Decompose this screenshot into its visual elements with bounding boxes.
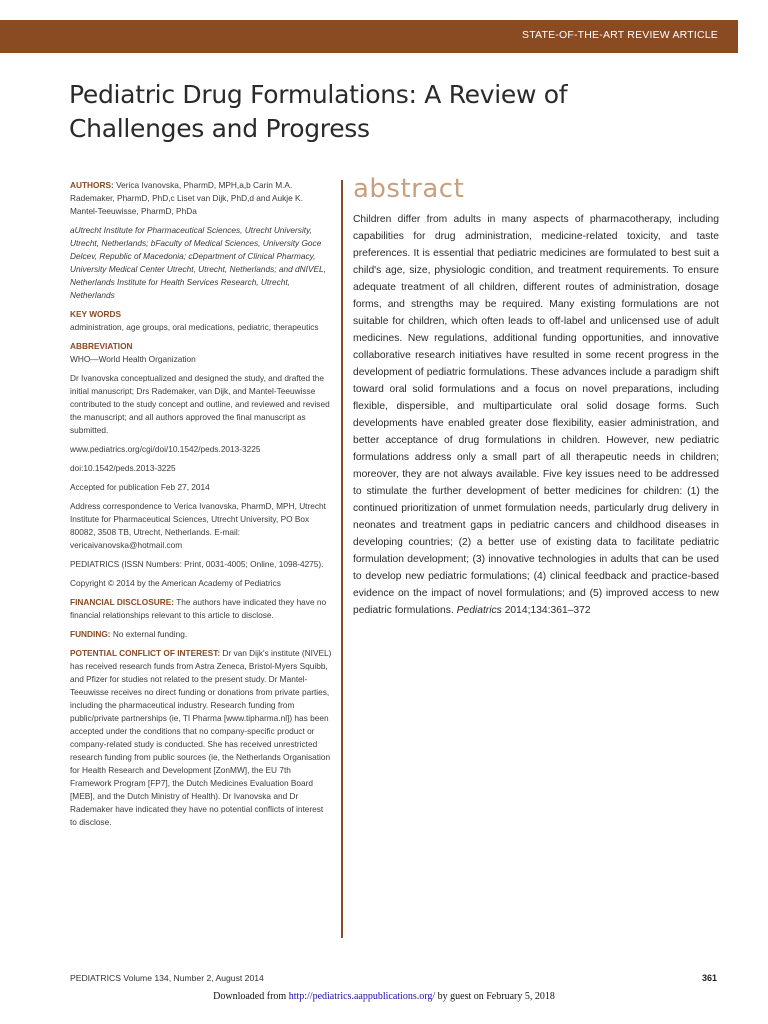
keywords-label: KEY WORDS — [70, 309, 122, 319]
copyright: Copyright © 2014 by the American Academy of Pediatrics — [70, 578, 281, 588]
issn: PEDIATRICS (ISSN Numbers: Print, 0031-4005; Online, 1098-4275). — [70, 559, 324, 569]
authors-text: Verica Ivanovska, PharmD, MPH,a,b Carin M.A. Rademaker, PharmD, PhD,c Liset van Dijk, PhD,d and Aukje K. Mantel-Teeuwisse, PharmD, PhDa — [70, 180, 303, 216]
funding-text: No external funding. — [112, 629, 188, 639]
download-notice — [0, 991, 768, 1002]
article-url[interactable]: www.pediatrics.org/cgi/doi/10.1542/peds.2013-3225 — [70, 444, 261, 454]
download-prefix: Downloaded from — [213, 991, 287, 1002]
download-link[interactable]: http://pediatrics.aappublications.org/ — [288, 991, 436, 1002]
financial-disclosure — [70, 596, 332, 622]
author-contributions: Dr Ivanovska conceptualized and designed the study, and drafted the initial manuscript; Drs Rademaker, van Dijk, and Mantel-Teeuwisse contributed to the study concept and outline, and reviewed and revised the manuscript; and all authors approved the final manuscript as submitted. — [70, 373, 330, 435]
article-info-column — [70, 179, 332, 835]
keywords-block — [70, 308, 332, 334]
financial-text: The authors have indicated they have no financial relationships relevant to this article to disclose. — [70, 597, 327, 620]
authors-label: AUTHORS: — [70, 180, 114, 190]
keywords-text: administration, age groups, oral medications, pediatric, therapeutics — [70, 322, 319, 332]
accepted-date: Accepted for publication Feb 27, 2014 — [70, 482, 210, 492]
conflict-text: Dr van Dijk's institute (NIVEL) has received research funds from Astra Zeneca, Bristol-Myers Squibb, and Pfizer for studies not related to the present study. Dr Mantel-Teeuwisse receives no direct funding or donations from private parties, including the pharmaceutical industry. Research funding from public/private partnerships (ie, TI Pharma [www.tipharma.nl]) has been accepted under the conditions that no company-specific product or company-related study is conducted. She has received unrestricted research funding from public sources (ie, the Netherlands Organisation for Health Research and Development [ZonMW], the EU 7th Framework Program [FP7], the Dutch Medicines Evaluation Board [MEB], and the Dutch Ministry of Health). Dr Ivanovska and Dr Rademaker have indicated they have no potential conflicts of interest to disclose. — [70, 648, 332, 827]
abstract-heading: abstract — [353, 174, 465, 204]
download-suffix: by guest on February 5, 2018 — [437, 991, 555, 1002]
journal-info: PEDIATRICS Volume 134, Number 2, August 2014 — [70, 973, 264, 983]
financial-label: FINANCIAL DISCLOSURE: — [70, 597, 175, 607]
abstract-citation: 2014;134:361–372 — [504, 605, 591, 616]
funding — [70, 628, 332, 641]
page-number: 361 — [702, 973, 718, 983]
abbreviation-block — [70, 340, 332, 366]
authors-block — [70, 179, 332, 218]
article-doi: doi:10.1542/peds.2013-3225 — [70, 463, 176, 473]
article-type-banner — [0, 20, 738, 53]
abstract-body — [353, 211, 719, 619]
article-title: Pediatric Drug Formulations: A Review of Challenges and Progress — [69, 80, 568, 143]
abbreviation-text: WHO—World Health Organization — [70, 354, 196, 364]
abbreviation-label: ABBREVIATION — [70, 341, 133, 351]
correspondence: Address correspondence to Verica Ivanovska, PharmD, MPH, Utrecht Institute for Pharmaceutical Sciences, Utrecht University, PO Box 80082, 3508 TB, Utrecht, Netherlands. E-mail: vericaivanovska@hotmail.com — [70, 501, 326, 550]
funding-label: FUNDING: — [70, 629, 111, 639]
affiliations: aUtrecht Institute for Pharmaceutical Sciences, Utrecht University, Utrecht, Netherlands; bFaculty of Medical Sciences, University Goce Delcev, Republic of Macedonia; cDepartment of Clinical Pharmacy, University Medical Center Utrecht, Utrecht, Netherlands; and dNIVEL, Netherlands Institute for Health Services Research, Utrecht, Netherlands — [70, 225, 326, 300]
conflict-label: POTENTIAL CONFLICT OF INTEREST: — [70, 648, 221, 658]
abstract-journal: Pediatrics — [456, 605, 502, 616]
conflict-of-interest — [70, 647, 332, 829]
abstract-text: Children differ from adults in many aspects of pharmacotherapy, including capabilities for drug administration, medicine-related toxicity, and taste preferences. It is essential that pediatric medicines are formulated to best suit a child's age, size, physiologic condition, and treatment requirements. To ensure adequate treatment of all children, different routes of administration, dosage forms, and strengths may be required. Many existing formulations are not suitable for children, which often leads to off-label and unlicensed use of adult medicines. New regulations, additional funding opportunities, and innovative collaborative research initiatives have resulted in some recent progress in the development of pediatric formulations. These advances include a paradigm shift toward oral solid formulations and a focus on novel preparations, including flexible, dispersible, and multiparticulate oral solid dosage forms. Such developments have enabled greater dose flexibility, easier administration, and better acceptance of drug formulations in children. However, new pediatric formulations address only a small part of all therapeutic needs in children; moreover, they are not always available. Five key issues need to be addressed to stimulate the further development of better medicines for children: (1) the continued prioritization of unmet formulation needs, particularly drug delivery in neonates and treatment gaps in pediatric cancers and childhood diseases in developing countries; (2) a better use of existing data to facilitate pediatric formulation development; (3) innovative technologies in adults that can be used to develop new pediatric formulations; (4) clinical feedback and practice-based evidence on the impact of novel formulations; and (5) improved access to new pediatric formulations. — [353, 214, 719, 616]
article-type-label: STATE-OF-THE-ART REVIEW ARTICLE — [522, 29, 718, 41]
column-divider — [341, 180, 343, 938]
